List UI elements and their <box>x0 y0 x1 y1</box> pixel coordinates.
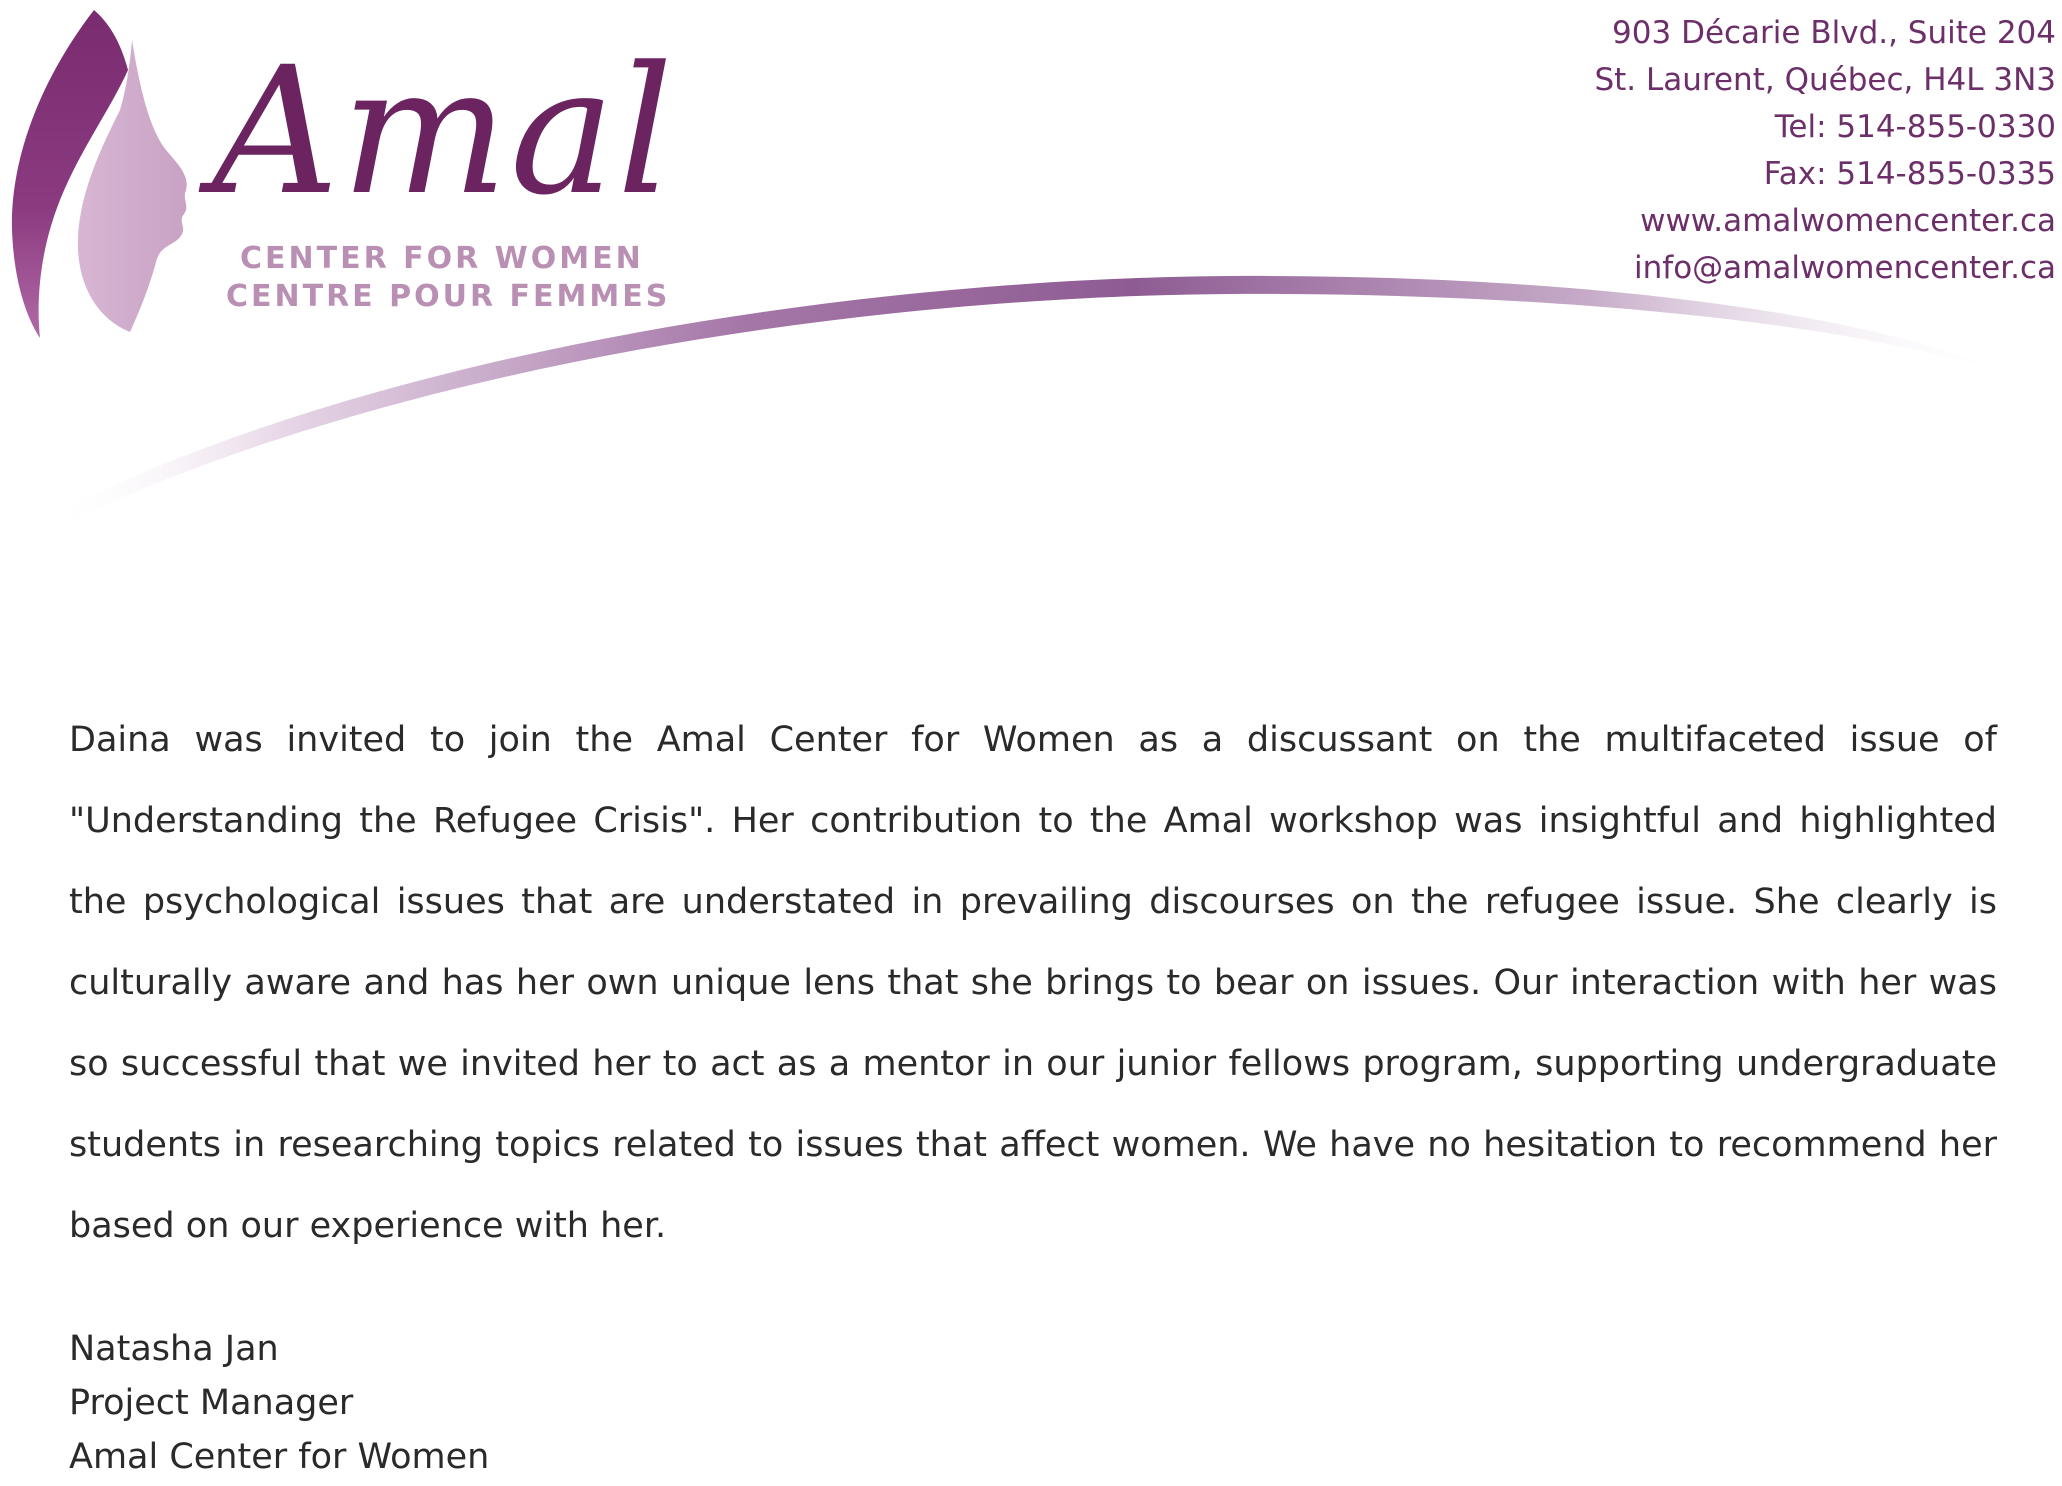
logo-wordmark: Amal <box>212 29 676 234</box>
address-line-2: St. Laurent, Québec, H4L 3N3 <box>1594 62 2056 98</box>
signatory-organization: Amal Center for Women <box>69 1437 490 1477</box>
website-link[interactable]: www.amalwomencenter.ca <box>1640 203 2056 239</box>
telephone: Tel: 514-855-0330 <box>1774 109 2056 145</box>
logo-subtitle-french: CENTRE POUR FEMMES <box>226 279 671 314</box>
logo-subtitle-english: CENTER FOR WOMEN <box>240 241 644 276</box>
email-link[interactable]: info@amalwomencenter.ca <box>1634 250 2056 286</box>
signatory-name: Natasha Jan <box>69 1329 279 1369</box>
signature-block <box>69 1322 489 1484</box>
contact-info <box>1594 10 2056 292</box>
letter-body: Daina was invited to join the Amal Center for Women as a discussant on the multifaceted issue of "Understanding the Refugee Crisis". Her contribution to the Amal workshop was insightful and highlighted the psychological issues that are understated in prevailing discourses on the refugee issue. She clearly is culturally aware and has her own unique lens that she brings to bear on issues. Our interaction with her was so successful that we invited her to act as a mentor in our junior fellows program, supporting undergraduate students in researching topics related to issues that affect women. We have no hesitation to recommend her based on our experience with her. <box>69 720 1997 1246</box>
fax: Fax: 514-855-0335 <box>1763 156 2056 192</box>
signatory-title: Project Manager <box>69 1383 354 1423</box>
address-line-1: 903 Décarie Blvd., Suite 204 <box>1612 15 2056 51</box>
